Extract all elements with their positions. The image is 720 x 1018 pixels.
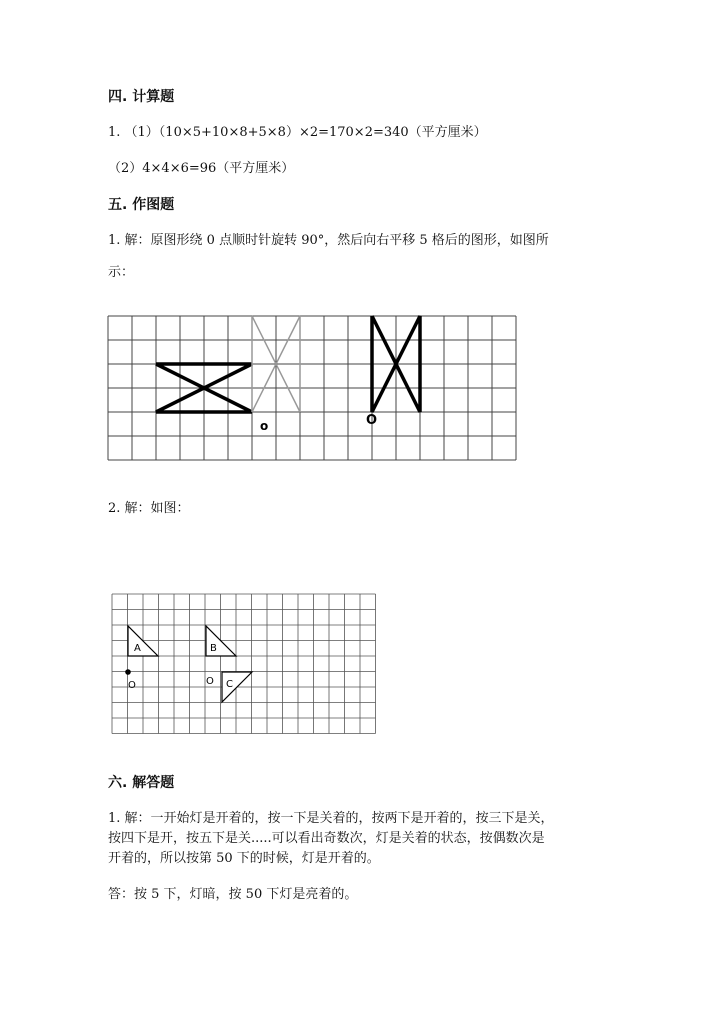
figure-2-grid	[112, 594, 382, 734]
figure-1-label-o2: O	[366, 413, 378, 428]
section5-heading: 五. 作图题	[108, 197, 175, 213]
figure-1-grid-lines	[108, 316, 516, 460]
calc-answer-1: 1. （1）（10×5+10×8+5×8）×2=170×2=340（平方厘米）	[108, 125, 487, 140]
figure-2-grid-lines	[112, 594, 376, 734]
solve-answer-line1: 1. 解：一开始灯是开着的，按一下是关着的，按两下是开着的，按三下是关，	[108, 811, 554, 826]
section6-heading: 六. 解答题	[108, 775, 175, 791]
calc-answer-2: （2）4×4×6=96（平方厘米）	[108, 161, 295, 176]
figure-1-grid	[108, 312, 528, 462]
figure-2-label-o2: O	[206, 676, 214, 687]
solve-final-answer: 答：按 5 下，灯暗，按 50 下灯是亮着的。	[108, 887, 358, 902]
triangle-b-label: B	[210, 643, 217, 654]
triangle-a-label: A	[134, 643, 141, 654]
figure-1-label-o1: o	[260, 419, 269, 433]
triangle-c-label: C	[226, 679, 233, 690]
figure-2-label-o1: O	[128, 680, 136, 691]
solve-answer-line2: 按四下是开，按五下是关.....可以看出奇数次，灯是关着的状态，按偶数次是	[108, 831, 545, 846]
solve-answer-line3: 开着的，所以按第 50 下的时候，灯是开着的。	[108, 851, 380, 866]
section4-heading: 四. 计算题	[108, 89, 175, 105]
draw-answer-2: 2. 解：如图：	[108, 501, 190, 516]
draw-answer-1-line1: 1. 解：原图形绕 0 点顺时针旋转 90°，然后向右平移 5 格后的图形，如图所	[108, 233, 549, 248]
draw-answer-1-line2: 示：	[108, 265, 135, 280]
point-o	[125, 669, 131, 675]
